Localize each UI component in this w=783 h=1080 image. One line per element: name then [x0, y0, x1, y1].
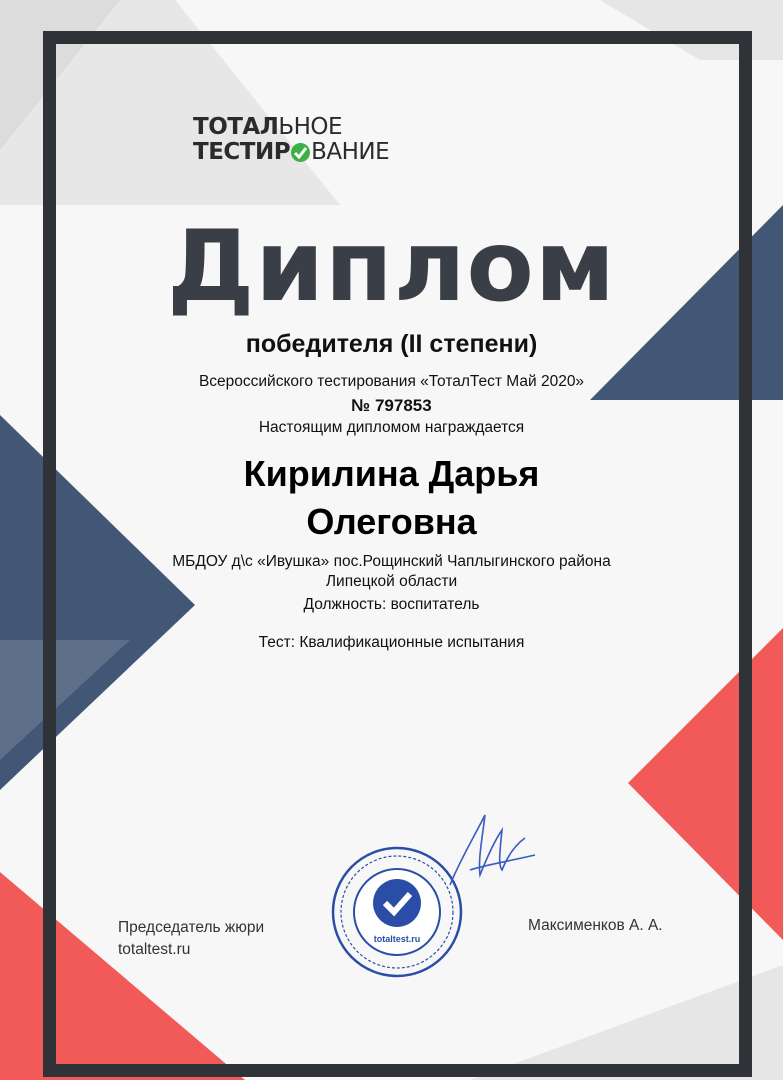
logo-line2-bold: ТЕСТ	[193, 139, 255, 165]
logo-line2-rest: ВАНИЕ	[311, 139, 390, 165]
stamp-center-text: totaltest.ru	[373, 934, 421, 944]
awarded-text: Настоящим дипломом награждается	[258, 419, 525, 436]
logo-line2-mid: ИР	[254, 139, 291, 165]
logo-line1-bold: ТОТАЛ	[193, 114, 279, 140]
recipient-name	[0, 450, 783, 546]
logo-line1-rest: ЬНОЕ	[278, 114, 343, 140]
organization-line1: МБДОУ д\с «Ивушка» пос.Рощинский Чаплыгинского района	[172, 553, 611, 570]
diploma-number: № 797853	[351, 396, 432, 415]
jury-label: Председатель жюри	[118, 919, 265, 936]
diploma-subtitle: победителя (II степени)	[245, 330, 538, 358]
site-text: totaltest.ru	[118, 941, 191, 958]
jury-block	[118, 917, 264, 961]
check-icon	[291, 143, 310, 162]
diploma-title: Диплом	[167, 210, 616, 324]
signature	[440, 800, 540, 900]
event-text: Всероссийского тестирования «ТоталТест Май 2020»	[198, 373, 585, 390]
logo	[193, 115, 453, 165]
test-text: Тест: Квалификационные испытания	[258, 634, 525, 651]
recipient-name-line1: Кирилина Дарья	[243, 453, 540, 494]
position-text: Должность: воспитатель	[303, 596, 480, 613]
chair-name: Максименков А. А.	[528, 917, 663, 934]
organization-line2: Липецкой области	[325, 573, 458, 590]
recipient-name-line2: Олеговна	[306, 501, 477, 542]
